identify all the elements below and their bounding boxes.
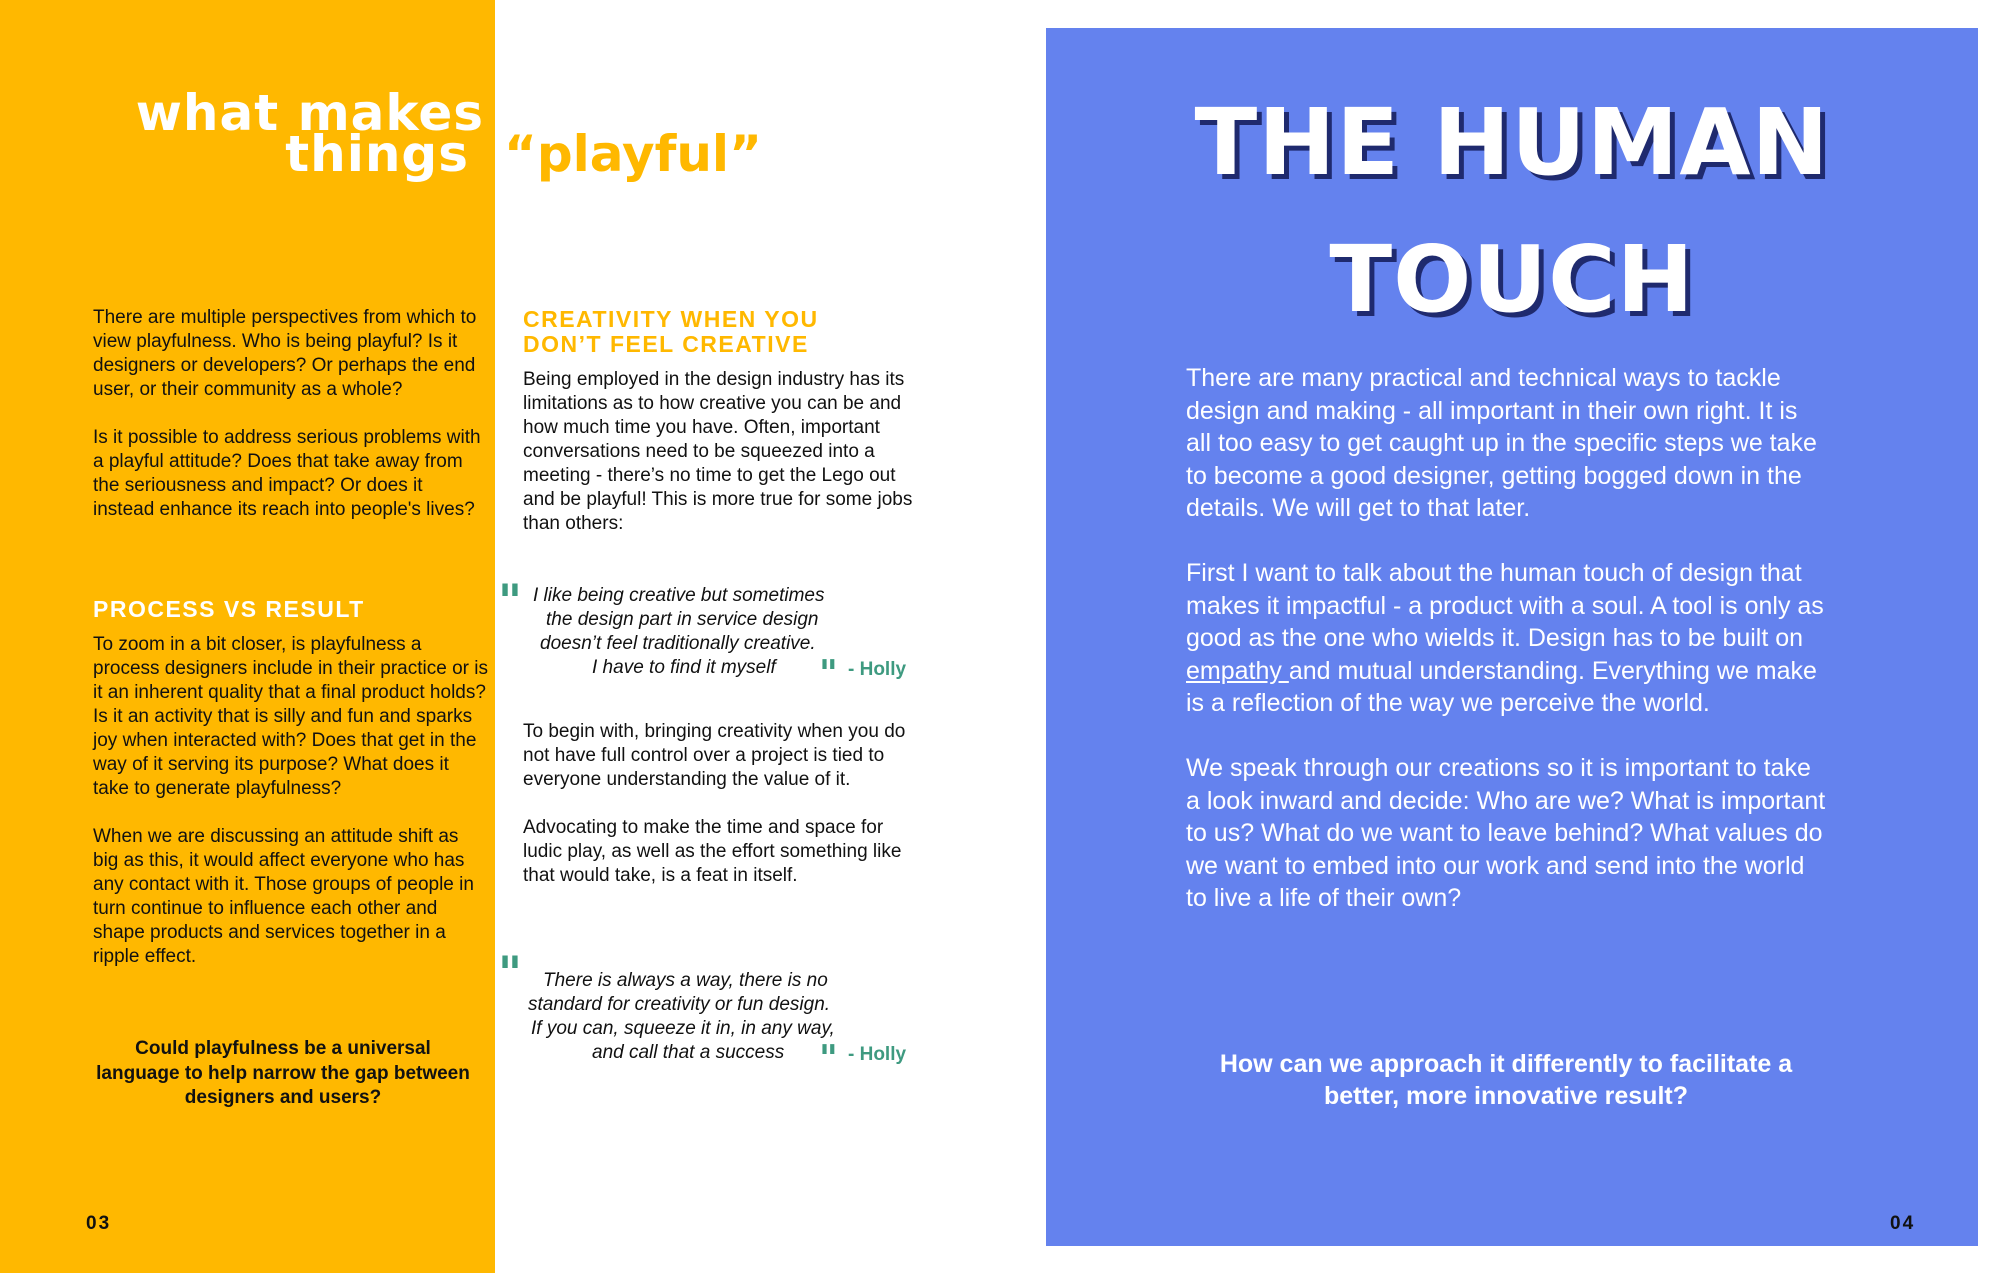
creativity-paragraph: Being employed in the design industry has its limitations as to how creative you can be and how much time you have. Often, important conversations need to be squeezed into a meeting - there’s no time to get the Lego out and be playful! This is more true for some jobs than others:	[523, 369, 913, 534]
human-touch-text-start: First I want to talk about the human touch of design that makes it impactful - a product with a soul. A tool is only as good as the one who wields it. Design has to be built on	[1186, 559, 1824, 652]
page-title-line1: what makes	[135, 84, 484, 142]
empathy-link[interactable]: empathy	[1186, 656, 1289, 685]
human-touch-paragraph	[1186, 557, 1826, 720]
creations-paragraph: We speak through our creations so it is important to take a look inward and decide: Who are we? What is important to us? What do we want to leave behind? What values do we want to embed into our work and send into the world to live a life of their own?	[1186, 754, 1826, 912]
human-touch-text-end: and mutual understanding. Everything we make is a reflection of the way we perceive the world.	[1186, 656, 1817, 717]
page-title-line2: things	[285, 125, 469, 183]
quote1-line3: doesn’t feel traditionally creative.	[540, 633, 816, 654]
quote2-line1: There is always a way, there is no	[543, 970, 828, 991]
close-quote-icon: "	[819, 1038, 838, 1080]
quote2-line2: standard for creativity or fun design.	[528, 994, 831, 1015]
close-quote-icon: "	[498, 574, 522, 628]
human-touch-title-line2: TOUCH	[1329, 226, 1695, 333]
process-paragraph: To zoom in a bit closer, is playfulness a process designers include in their practice or is it an inherent quality that a final product holds? Is it an activity that is silly and fun and sparks joy when interacted with? Does that get in the way of it serving its purpose? What does it take to generate playfulness?	[93, 634, 488, 799]
quote2-attribution: - Holly	[848, 1044, 907, 1065]
serious-problems-paragraph: Is it possible to address serious problems with a playful attitude? Does that take away from the seriousness and impact? Or does it instead enhance its reach into people's lives?	[93, 427, 481, 520]
human-touch-title-line1: THE HUMAN	[1194, 89, 1830, 196]
control-paragraph: To begin with, bringing creativity when you do not have full control over a project is tied to everyone understanding the value of it.	[523, 721, 906, 790]
page-title-playful: “playful”	[504, 125, 762, 183]
creativity-paragraphs	[523, 720, 923, 912]
page-number-left: 03	[86, 1213, 112, 1234]
process-paragraphs	[93, 633, 488, 993]
quote2-line3: If you can, squeeze it in, in any way,	[531, 1018, 835, 1039]
ludic-play-paragraph: Advocating to make the time and space for ludic play, as well as the effort something like that would take, is a feat in itself.	[523, 817, 902, 886]
creativity-heading-line2: DON’T FEEL CREATIVE	[523, 331, 809, 357]
page-number-right: 04	[1890, 1213, 1916, 1234]
quote1-attribution: - Holly	[848, 659, 907, 680]
process-vs-result-heading: PROCESS VS RESULT	[93, 596, 365, 622]
human-touch-body	[1186, 362, 1826, 947]
universal-language-question: Could playfulness be a universal language to help narrow the gap between designers and users?	[96, 1038, 470, 1108]
quote1-line1: I like being creative but sometimes	[533, 585, 825, 606]
quote2-line4: and call that a success	[592, 1042, 785, 1063]
attitude-shift-paragraph: When we are discussing an attitude shift as big as this, it would affect everyone who has any contact with it. Those groups of people in turn continue to influence each other and shape products and services together in a ripple effect.	[93, 826, 474, 967]
close-quote-icon: "	[819, 653, 838, 695]
creativity-heading-line1: CREATIVITY WHEN YOU	[523, 306, 819, 332]
quote1-line4: I have to find it myself	[592, 657, 776, 678]
close-quote-icon: "	[498, 946, 522, 1000]
quote1-line2: the design part in service design	[546, 609, 819, 630]
practical-ways-paragraph: There are many practical and technical ways to tackle design and making - all important in their own right. It is all too easy to get caught up in the specific steps we take to become a good designer, getting bogged down in the details. We will get to that later.	[1186, 364, 1817, 522]
intro-paragraph: There are multiple perspectives from which to view playfulness. Who is being playful? Is it designers or developers? Or perhaps the end user, or their community as a whole?	[93, 307, 477, 400]
approach-question: How can we approach it differently to facilitate a better, more innovative result?	[1219, 1050, 1793, 1110]
intro-paragraphs	[93, 306, 488, 546]
